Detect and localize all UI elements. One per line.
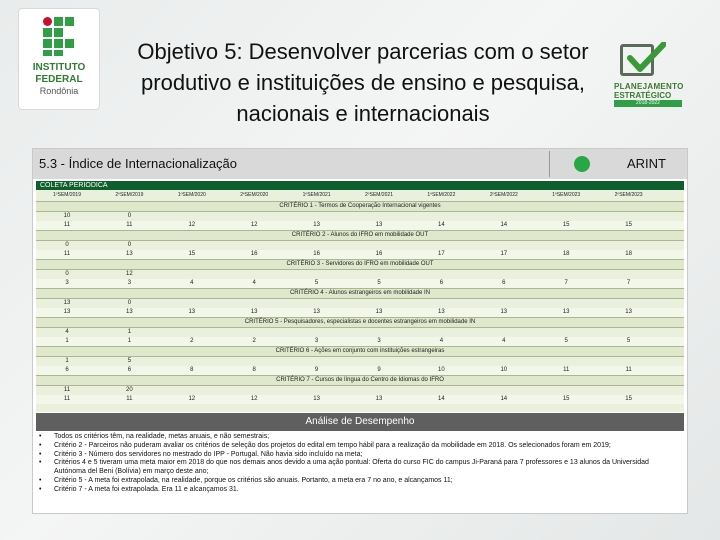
table-cell: 11 [126, 396, 133, 402]
table-cell: 9 [314, 367, 319, 373]
strategic-planning-line2: ESTRATÉGICO [614, 91, 672, 100]
table-cell: 13 [126, 251, 133, 257]
column-header: 1ºSEM/2020 [177, 192, 206, 198]
table-cell: 13 [500, 309, 508, 315]
table-cell: 4 [502, 338, 506, 344]
actual-row [36, 270, 684, 279]
target-row [36, 221, 684, 230]
table-cell: 11 [126, 222, 133, 228]
table-cell: 11 [625, 367, 632, 373]
table-cell: 5 [127, 358, 132, 364]
analysis-bullet: • Critério 2 - Parceiros não puderam avaliar os critérios de seleção dos projetos do edital em tempo hábil para a realização da mobilidade em 2018. Os selecionados foram em 2019; [36, 442, 682, 451]
column-header: 2ºSEM/2022 [489, 192, 518, 198]
analysis-header [36, 413, 684, 431]
table-cell: 11 [63, 222, 71, 228]
target-row [36, 279, 684, 288]
table-cell: 17 [438, 251, 445, 257]
analysis-bullet: • Critério 7 - A meta foi extrapolada. Era 11 e alcançamos 31. [36, 486, 682, 495]
target-row [36, 366, 684, 375]
table-cell: 13 [375, 222, 383, 228]
institute-name-line2: FEDERAL [35, 74, 83, 85]
table-cell: 13 [375, 309, 383, 315]
table-cell: 2 [190, 338, 194, 344]
actual-row [36, 386, 684, 395]
table-cell: 16 [313, 251, 320, 257]
analysis-bullet: • Critério 5 - A meta foi extrapolada, na realidade, porque os critérios são anuais. Portanto, a meta era 7 no ano, e alcançamos 11; [36, 477, 682, 486]
table-cell: 13 [63, 300, 71, 306]
column-header: 2ºSEM/2021 [365, 192, 393, 198]
table-cell: 13 [126, 309, 133, 315]
table-cell: 1 [127, 338, 132, 344]
table-cell: 0 [127, 300, 132, 306]
table-cell: 11 [63, 251, 71, 257]
column-headers [36, 191, 684, 200]
table-cell: 15 [562, 222, 570, 228]
column-header: 1ºSEM/2021 [302, 192, 331, 198]
actual-row [36, 241, 684, 250]
target-row [36, 395, 684, 404]
table-cell: 6 [439, 280, 444, 286]
strategic-planning-period: 2018-2022 [614, 100, 682, 107]
table-cell: 10 [63, 213, 71, 219]
status-indicator [574, 156, 590, 172]
table-cell: 13 [313, 396, 320, 402]
target-row [36, 337, 684, 346]
indicator-title: 5.3 - Índice de Internacionalização [39, 156, 238, 171]
institute-logo [18, 8, 100, 110]
table-cell: 16 [250, 251, 258, 257]
table-cell: 18 [562, 251, 570, 257]
column-header: 2ºSEM/2020 [240, 192, 269, 198]
table-cell: 4 [65, 329, 69, 335]
table-cell: 4 [190, 280, 194, 286]
column-header: 1ºSEM/2023 [552, 192, 581, 198]
target-row [36, 250, 684, 259]
responsible-unit: ARINT [627, 156, 666, 171]
table-cell: 8 [190, 367, 194, 373]
actual-row [36, 328, 684, 337]
table-cell: 13 [188, 309, 196, 315]
table-cell: 0 [127, 213, 132, 219]
column-header: 1ºSEM/2022 [427, 192, 456, 198]
table-cell: 11 [63, 396, 71, 402]
criterion-title: CRITÉRIO 3 - Servidores do IFRO em mobilidade OUT [36, 259, 684, 270]
table-cell: 15 [188, 251, 196, 257]
table-cell: 9 [377, 367, 381, 373]
checkmark-icon [626, 42, 666, 76]
actual-row [36, 357, 684, 366]
table-cell: 4 [252, 280, 256, 286]
table-cell: 5 [564, 338, 568, 344]
table-cell: 15 [625, 222, 632, 228]
table-cell: 12 [250, 222, 258, 228]
criterion-title: CRITÉRIO 6 - Ações em conjunto com instituições estrangeiras [36, 346, 684, 357]
column-header: 2ºSEM/2019 [115, 192, 144, 198]
criterion-title: CRITÉRIO 7 - Cursos de língua do Centro de Idiomas do IFRO [36, 375, 684, 386]
strategic-planning-line1: PLANEJAMENTO [614, 82, 684, 91]
actual-row [36, 299, 684, 308]
table-cell: 10 [500, 367, 508, 373]
analysis-bullet: • Critério 3 - Número dos servidores no mestrado do IPP - Portugal. Não havia sido incluído na meta; [36, 451, 682, 460]
column-header: 1ºSEM/2019 [53, 192, 81, 198]
table-cell: 12 [126, 271, 133, 277]
table-cell: 3 [314, 338, 319, 344]
table-cell: 12 [188, 222, 196, 228]
table-cell: 0 [127, 242, 132, 248]
institute-logo-mark [43, 17, 75, 57]
table-cell: 13 [250, 309, 258, 315]
table-cell: 16 [375, 251, 383, 257]
strategic-planning-logo [612, 42, 688, 104]
table-cell: 12 [188, 396, 196, 402]
table-cell: 13 [625, 309, 632, 315]
table-cell: 8 [252, 367, 256, 373]
table-cell: 6 [502, 280, 506, 286]
table-cell: 3 [65, 280, 69, 286]
table-cell: 11 [63, 387, 71, 393]
table-cell: 13 [562, 309, 570, 315]
table-cell: 14 [500, 396, 508, 402]
institute-name-line1: INSTITUTO [32, 62, 86, 73]
table-cell: 5 [314, 280, 319, 286]
table-cell: 1 [65, 338, 69, 344]
table-cell: 13 [63, 309, 71, 315]
table-cell: 13 [438, 309, 445, 315]
institute-campus: Rondônia [39, 86, 79, 96]
table-cell: 13 [313, 222, 320, 228]
collection-banner [36, 181, 684, 190]
table-cell: 15 [562, 396, 570, 402]
table-cell: 17 [500, 251, 508, 257]
indicator-header [33, 149, 687, 179]
actual-row [36, 212, 684, 221]
table-cell: 11 [563, 367, 570, 373]
table-cell: 12 [250, 396, 258, 402]
table-cell: 0 [65, 242, 69, 248]
criterion-title: CRITÉRIO 1 - Termos de Cooperação Internacional vigentes [36, 201, 684, 212]
table-cell: 7 [626, 280, 631, 286]
table-cell: 14 [500, 222, 508, 228]
table-cell: 13 [313, 309, 320, 315]
data-sheet [36, 181, 684, 412]
table-cell: 6 [65, 367, 69, 373]
table-cell: 5 [377, 280, 381, 286]
analysis-bullet: • Todos os critérios têm, na realidade, metas anuais, e não semestrais; [36, 433, 682, 442]
criterion-title: CRITÉRIO 2 - Alunos do IFRO em mobilidade OUT [36, 230, 684, 241]
table-cell: 20 [126, 387, 133, 393]
criterion-title: CRITÉRIO 4 - Alunos estrangeiros em mobilidade IN [36, 288, 684, 299]
target-row [36, 308, 684, 317]
collection-label: COLETA PERIÓDICA [40, 182, 108, 189]
table-cell: 14 [438, 222, 445, 228]
column-header: 2ºSEM/2023 [614, 192, 643, 198]
table-cell: 6 [127, 367, 132, 373]
table-cell: 0 [65, 271, 69, 277]
table-cell: 15 [625, 396, 632, 402]
table-cell: 4 [439, 338, 444, 344]
table-cell: 18 [625, 251, 632, 257]
table-cell: 2 [252, 338, 256, 344]
analysis-list [36, 433, 682, 495]
table-cell: 3 [377, 338, 381, 344]
table-cell: 7 [564, 280, 568, 286]
table-cell: 1 [127, 329, 132, 335]
table-cell: 3 [127, 280, 132, 286]
analysis-title: Análise de Desempenho [305, 416, 415, 427]
page-title: Objetivo 5: Desenvolver parcerias com o setor produtivo e instituições de ensino e pesquisa, nacionais e internacionais [137, 39, 589, 126]
header-divider [549, 151, 550, 177]
table-cell: 10 [438, 367, 445, 373]
table-cell: 5 [626, 338, 631, 344]
table-cell: 1 [65, 358, 69, 364]
table-cell: 13 [375, 396, 383, 402]
indicator-panel [32, 148, 688, 514]
criterion-title: CRITÉRIO 5 - Pesquisadores, especialistas e docentes estrangeiros em mobilidade IN [36, 317, 684, 328]
table-cell: 14 [438, 396, 445, 402]
analysis-bullet: • Critérios 4 e 5 tiveram uma meta maior em 2018 do que nos demais anos devido a uma ação pontual: Oferta do curso FIC do campus Ji-Paraná para 7 professores e 13 alunos da Universidad Autónoma del Beni (Bolívia) em março deste ano; [36, 459, 682, 477]
